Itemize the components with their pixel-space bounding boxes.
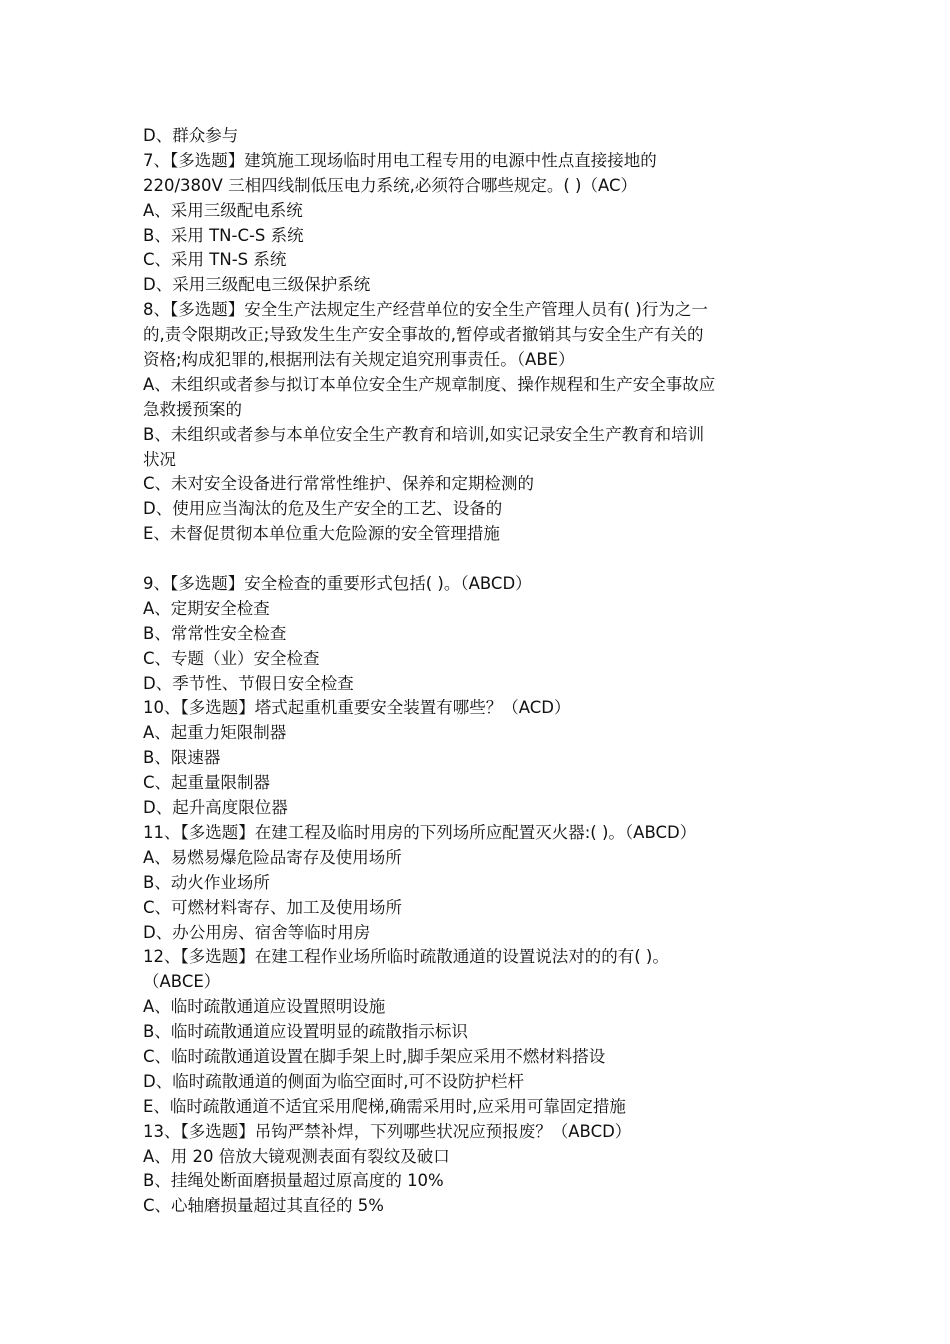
option-line: A、定期安全检查 bbox=[143, 598, 270, 618]
question-9-stem: 9、【多选题】安全检查的重要形式包括( )。（ABCD） bbox=[143, 574, 532, 594]
option-line: C、专题（业）安全检查 bbox=[143, 648, 320, 668]
option-line: C、心轴磨损量超过其直径的 5% bbox=[143, 1196, 384, 1216]
option-line: E、未督促贯彻本单位重大危险源的安全管理措施 bbox=[143, 524, 500, 544]
option-line-continued: 状况 bbox=[143, 449, 176, 469]
option-line: E、临时疏散通道不适宜采用爬梯,确需采用时,应采用可靠固定措施 bbox=[143, 1096, 626, 1116]
option-line: D、采用三级配电三级保护系统 bbox=[143, 275, 371, 295]
option-line: D、起升高度限位器 bbox=[143, 798, 288, 818]
option-line: C、未对安全设备进行常常性维护、保养和定期检测的 bbox=[143, 474, 535, 494]
option-line: C、起重量限制器 bbox=[143, 773, 271, 793]
option-line: B、限速器 bbox=[143, 748, 221, 768]
option-line: D、使用应当淘汰的危及生产安全的工艺、设备的 bbox=[143, 499, 503, 519]
option-line: B、动火作业场所 bbox=[143, 872, 270, 892]
question-8-stem-line-2: 的,责令限期改正;导致发生生产安全事故的,暂停或者撤销其与安全生产有关的 bbox=[143, 325, 704, 345]
document-body bbox=[143, 124, 807, 1219]
question-12-stem-line-2: （ABCE） bbox=[143, 972, 221, 992]
question-12-stem-line-1: 12、【多选题】在建工程作业场所临时疏散通道的设置说法对的的有( )。 bbox=[143, 947, 669, 967]
option-line: A、临时疏散通道应设置照明设施 bbox=[143, 997, 386, 1017]
option-line: B、采用 TN-C-S 系统 bbox=[143, 225, 304, 245]
option-line-continued: 急救援预案的 bbox=[143, 399, 242, 419]
question-13-stem: 13、【多选题】吊钩严禁补焊，下列哪些状况应预报废？（ABCD） bbox=[143, 1121, 632, 1141]
option-line: B、未组织或者参与本单位安全生产教育和培训,如实记录安全生产教育和培训 bbox=[143, 424, 705, 444]
option-line: D、办公用房、宿舍等临时用房 bbox=[143, 922, 371, 942]
option-line: C、可燃材料寄存、加工及使用场所 bbox=[143, 897, 403, 917]
option-line: A、起重力矩限制器 bbox=[143, 723, 287, 743]
option-line: A、用 20 倍放大镜观测表面有裂纹及破口 bbox=[143, 1146, 450, 1166]
option-line: A、未组织或者参与拟订本单位安全生产规章制度、操作规程和生产安全事故应 bbox=[143, 374, 716, 394]
blank-line bbox=[143, 547, 807, 572]
option-line: B、临时疏散通道应设置明显的疏散指示标识 bbox=[143, 1022, 468, 1042]
question-8-stem-line-1: 8、【多选题】安全生产法规定生产经营单位的安全生产管理人员有( )行为之一 bbox=[143, 300, 708, 320]
question-11-stem: 11、【多选题】在建工程及临时用房的下列场所应配置灭火器:( )。（ABCD） bbox=[143, 822, 697, 842]
option-line: A、采用三级配电系统 bbox=[143, 200, 303, 220]
question-8-stem-line-3: 资格;构成犯罪的,根据刑法有关规定追究刑事责任。（ABE） bbox=[143, 350, 575, 370]
question-7-stem-line-1: 7、【多选题】建筑施工现场临时用电工程专用的电源中性点直接接地的 bbox=[143, 150, 657, 170]
option-line: C、采用 TN-S 系统 bbox=[143, 250, 287, 270]
option-line: B、挂绳处断面磨损量超过原高度的 10% bbox=[143, 1171, 444, 1191]
option-line: D、临时疏散通道的侧面为临空面时,可不设防护栏杆 bbox=[143, 1071, 524, 1091]
option-line: C、临时疏散通道设置在脚手架上时,脚手架应采用不燃材料搭设 bbox=[143, 1046, 606, 1066]
option-line: D、季节性、节假日安全检查 bbox=[143, 673, 354, 693]
option-line: A、易燃易爆危险品寄存及使用场所 bbox=[143, 847, 402, 867]
question-7-stem-line-2: 220/380V 三相四线制低压电力系统,必须符合哪些规定。( )（AC） bbox=[143, 175, 637, 195]
question-10-stem: 10、【多选题】塔式起重机重要安全装置有哪些？（ACD） bbox=[143, 698, 571, 718]
text-line: D、群众参与 bbox=[143, 126, 239, 145]
option-line: B、常常性安全检查 bbox=[143, 623, 287, 643]
